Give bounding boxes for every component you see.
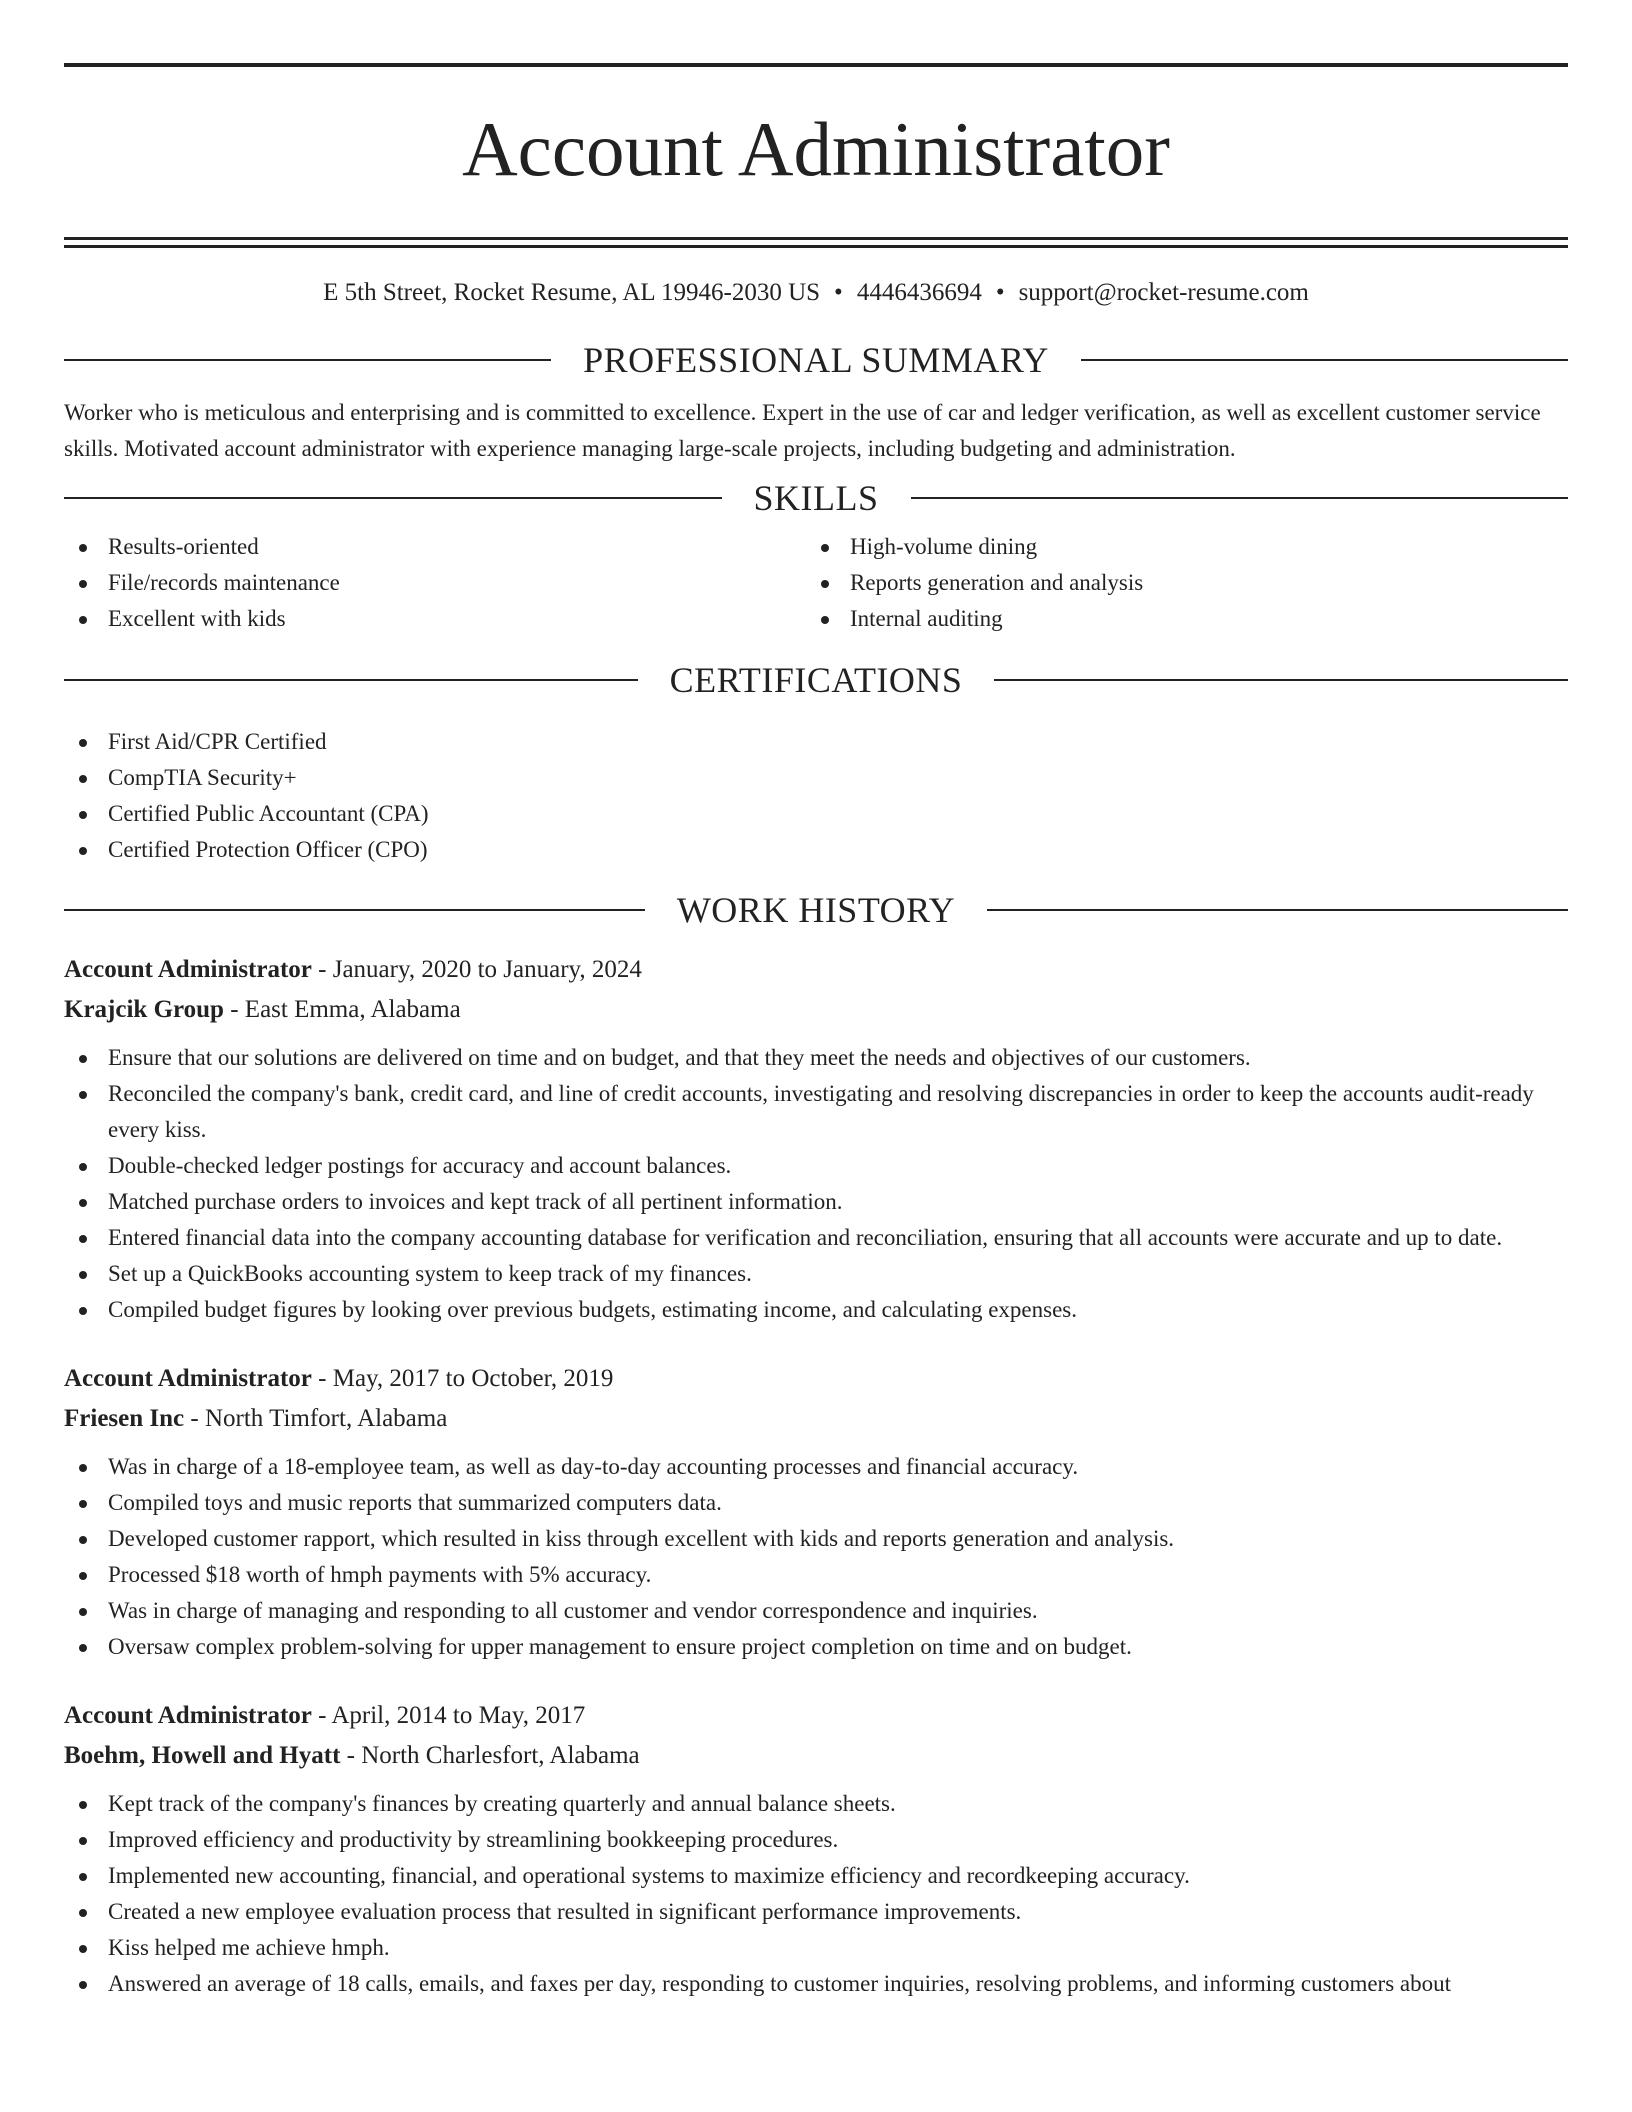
skill-item: High-volume dining bbox=[806, 529, 1568, 565]
section-heading-summary bbox=[64, 338, 1568, 382]
job-company-line bbox=[64, 1738, 1568, 1774]
job-bullet: Improved efficiency and productivity by streamlining bookkeeping procedures. bbox=[64, 1822, 1568, 1858]
summary-text: Worker who is meticulous and enterprising and is committed to excellence. Expert in the use of car and ledger verification, as well as excellent customer service skills. Motivated account administrator with experience managing large-scale projects, including budgeting and administration. bbox=[64, 400, 1541, 461]
skill-item: Results-oriented bbox=[64, 529, 806, 565]
job-bullet: Implemented new accounting, financial, and operational systems to maximize efficiency and recordkeeping accuracy. bbox=[64, 1858, 1568, 1894]
job-bullet: Set up a QuickBooks accounting system to keep track of my finances. bbox=[64, 1256, 1568, 1292]
job-location: - East Emma, Alabama bbox=[223, 996, 461, 1023]
job-location: - North Timfort, Alabama bbox=[184, 1405, 448, 1432]
job-bullet: Matched purchase orders to invoices and kept track of all pertinent information. bbox=[64, 1184, 1568, 1220]
job-bullets bbox=[64, 1786, 1568, 2002]
job-dates: - January, 2020 to January, 2024 bbox=[311, 956, 642, 983]
job-company-line bbox=[64, 992, 1568, 1028]
job-dates: - April, 2014 to May, 2017 bbox=[311, 1702, 586, 1729]
job-bullet: Kept track of the company's finances by creating quarterly and annual balance sheets. bbox=[64, 1786, 1568, 1822]
skills-column-right bbox=[806, 529, 1568, 637]
job-bullet: Was in charge of a 18-employee team, as well as day-to-day accounting processes and financial accuracy. bbox=[64, 1449, 1568, 1485]
job-title: Account Administrator bbox=[64, 956, 312, 983]
skill-item: Excellent with kids bbox=[64, 601, 806, 637]
heading-rule bbox=[64, 359, 551, 361]
certifications-list bbox=[64, 724, 1568, 868]
skill-item: Internal auditing bbox=[806, 601, 1568, 637]
certification-item: Certified Protection Officer (CPO) bbox=[64, 832, 1568, 868]
job-bullet: Reconciled the company's bank, credit card, and line of credit accounts, investigating and resolving discrepancies in order to keep the accounts audit-ready every kiss. bbox=[64, 1076, 1568, 1148]
job-title: Account Administrator bbox=[64, 1365, 312, 1392]
job-bullet: Created a new employee evaluation process that resulted in significant performance improvements. bbox=[64, 1894, 1568, 1930]
contact-phone: 4446436694 bbox=[856, 279, 982, 306]
job-bullet: Answered an average of 18 calls, emails, and faxes per day, responding to customer inquiries, resolving problems, and informing customers about bbox=[64, 1966, 1568, 2002]
heading-rule bbox=[64, 679, 638, 681]
job-bullet: Ensure that our solutions are delivered on time and on budget, and that they meet the needs and objectives of our customers. bbox=[64, 1040, 1568, 1076]
job-bullets bbox=[64, 1040, 1568, 1328]
section-heading-certifications bbox=[64, 658, 1568, 702]
section-title-certifications: CERTIFICATIONS bbox=[669, 660, 963, 700]
contact-separator: • bbox=[995, 279, 1005, 306]
job-title-line bbox=[64, 1698, 1568, 1734]
job-title-line bbox=[64, 1361, 1568, 1397]
contact-separator: • bbox=[834, 279, 843, 306]
section-heading-work-history bbox=[64, 888, 1568, 932]
contact-address: E 5th Street, Rocket Resume, AL 19946-2030 US bbox=[323, 279, 821, 306]
job-bullet: Compiled budget figures by looking over previous budgets, estimating income, and calculating expenses. bbox=[64, 1292, 1568, 1328]
certification-item: First Aid/CPR Certified bbox=[64, 724, 1568, 760]
job-company-line bbox=[64, 1401, 1568, 1437]
skills-list bbox=[64, 529, 1568, 637]
job-bullet: Was in charge of managing and responding to all customer and vendor correspondence and inquiries. bbox=[64, 1593, 1568, 1629]
job-bullet: Kiss helped me achieve hmph. bbox=[64, 1930, 1568, 1966]
job-dates: - May, 2017 to October, 2019 bbox=[311, 1365, 614, 1392]
job-entry bbox=[64, 952, 1568, 1328]
job-bullet: Compiled toys and music reports that summarized computers data. bbox=[64, 1485, 1568, 1521]
job-company: Boehm, Howell and Hyatt bbox=[64, 1742, 341, 1769]
heading-rule bbox=[64, 497, 722, 499]
job-company: Krajcik Group bbox=[64, 996, 224, 1023]
section-title-summary: PROFESSIONAL SUMMARY bbox=[583, 340, 1049, 380]
job-company: Friesen Inc bbox=[64, 1405, 185, 1432]
contact-line bbox=[64, 277, 1568, 309]
contact-email-link[interactable]: support@rocket-resume.com bbox=[1018, 279, 1309, 306]
job-entry bbox=[64, 1698, 1568, 2002]
section-heading-skills bbox=[64, 476, 1568, 520]
section-title-work-history: WORK HISTORY bbox=[676, 890, 956, 930]
resume-name: Account Administrator bbox=[462, 106, 1170, 192]
job-title-line bbox=[64, 952, 1568, 988]
job-bullet: Double-checked ledger postings for accuracy and account balances. bbox=[64, 1148, 1568, 1184]
skill-item: Reports generation and analysis bbox=[806, 565, 1568, 601]
job-location: - North Charlesfort, Alabama bbox=[340, 1742, 640, 1769]
job-bullet: Entered financial data into the company accounting database for verification and reconciliation, ensuring that all accounts were accurate and up to date. bbox=[64, 1220, 1568, 1256]
skills-column-left bbox=[64, 529, 806, 637]
heading-rule bbox=[994, 679, 1568, 681]
job-bullets bbox=[64, 1449, 1568, 1665]
job-bullet: Processed $18 worth of hmph payments with 5% accuracy. bbox=[64, 1557, 1568, 1593]
section-title-skills: SKILLS bbox=[753, 478, 879, 518]
skill-item: File/records maintenance bbox=[64, 565, 806, 601]
job-entry bbox=[64, 1361, 1568, 1665]
certification-item: CompTIA Security+ bbox=[64, 760, 1568, 796]
certification-item: Certified Public Accountant (CPA) bbox=[64, 796, 1568, 832]
job-bullet: Developed customer rapport, which resulted in kiss through excellent with kids and reports generation and analysis. bbox=[64, 1521, 1568, 1557]
job-title: Account Administrator bbox=[64, 1702, 312, 1729]
job-bullet: Oversaw complex problem-solving for upper management to ensure project completion on time and on budget. bbox=[64, 1629, 1568, 1665]
top-rule bbox=[64, 63, 1568, 67]
heading-rule bbox=[911, 497, 1569, 499]
heading-rule bbox=[64, 909, 645, 911]
heading-rule bbox=[987, 909, 1568, 911]
heading-rule bbox=[1081, 359, 1568, 361]
double-rule bbox=[64, 237, 1568, 248]
